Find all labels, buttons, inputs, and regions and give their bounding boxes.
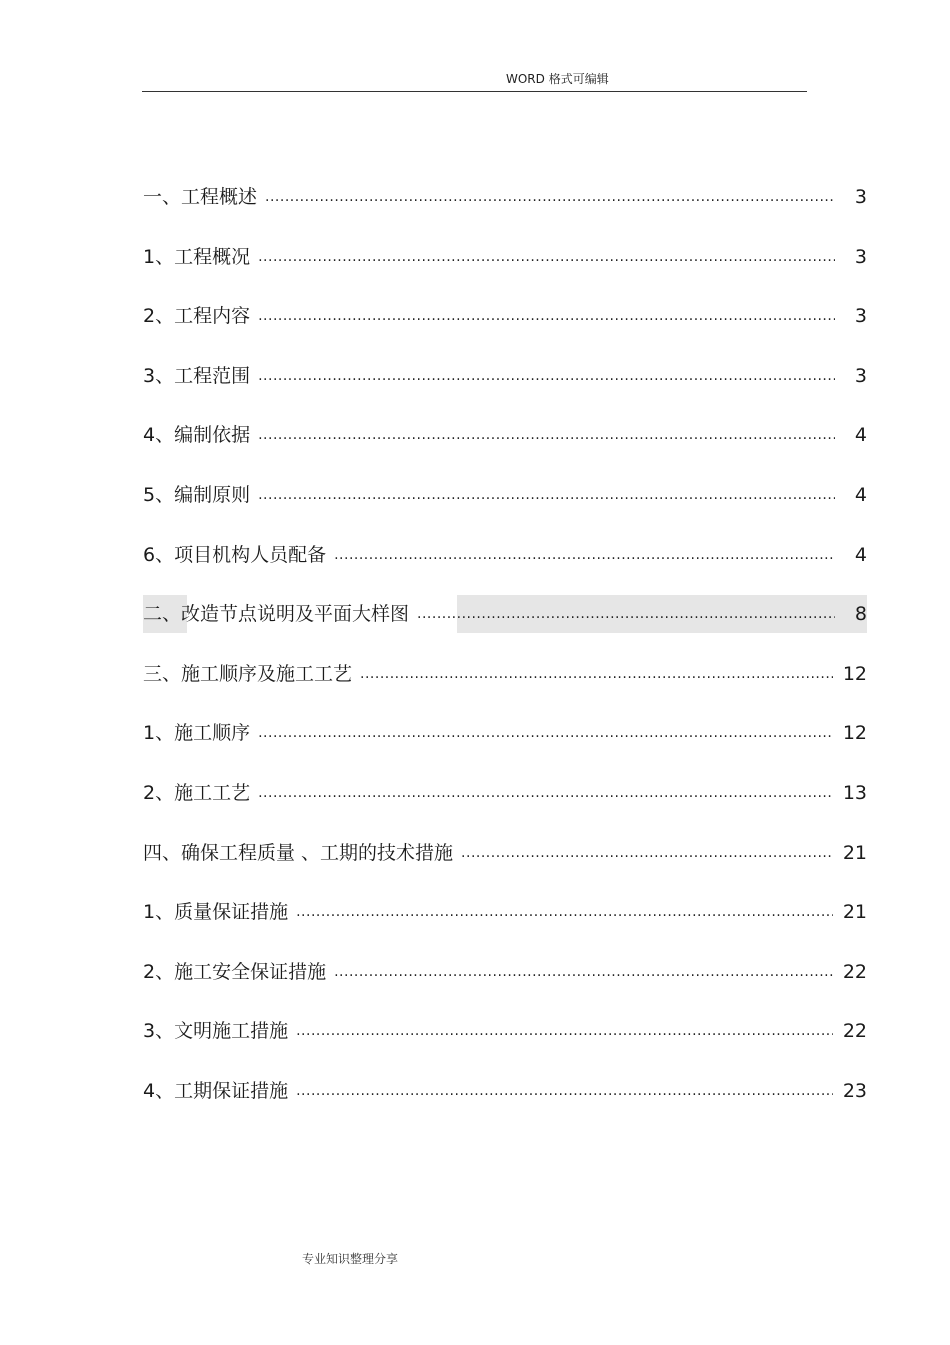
- toc-leader-dots: [296, 1072, 833, 1110]
- toc-leader-dots: [258, 416, 835, 454]
- toc-leader-dots: [258, 476, 835, 514]
- toc-leader-dots: [258, 714, 833, 752]
- toc-entry-label: 二、改造节点说明及平面大样图: [143, 603, 410, 626]
- toc-entry-label: 1、工程概况: [143, 245, 251, 268]
- toc-entry-label: 5、编制原则: [143, 483, 251, 506]
- toc-leader-dots: [360, 655, 833, 693]
- toc-entry-page: 23: [842, 1079, 867, 1102]
- toc-entry-page: 3: [854, 245, 867, 268]
- toc-entry[interactable]: [143, 178, 867, 216]
- toc-entry-label: 2、施工工艺: [143, 781, 251, 804]
- toc-leader-dots: [258, 238, 835, 276]
- toc-entry-page: 3: [854, 186, 867, 208]
- page-header: WORD 格式可编辑: [506, 72, 609, 86]
- toc-leader-dots: [417, 595, 835, 633]
- toc-entry-page: 4: [854, 424, 867, 447]
- toc-entry-label: 三、施工顺序及施工工艺: [143, 662, 353, 685]
- toc-entry-page: 8: [854, 603, 867, 626]
- page-footer: 专业知识整理分享: [302, 1252, 399, 1266]
- toc-entry-highlighted[interactable]: [143, 595, 867, 633]
- toc-entry-label: 2、施工安全保证措施: [143, 960, 327, 983]
- toc-entry-page: 22: [842, 960, 867, 983]
- toc-leader-dots: [296, 893, 833, 931]
- toc-entry-page: 4: [854, 483, 867, 506]
- toc-entry-page: 4: [854, 543, 867, 566]
- toc-entry[interactable]: [143, 416, 867, 454]
- toc-entry-page: 13: [842, 781, 867, 804]
- toc-entry-page: 21: [842, 901, 867, 924]
- toc-entry-label: 3、文明施工措施: [143, 1020, 289, 1043]
- table-of-contents: [143, 178, 867, 1132]
- toc-entry-label: 3、工程范围: [143, 364, 251, 387]
- toc-entry-label: 1、质量保证措施: [143, 901, 289, 924]
- toc-entry-page: 3: [854, 364, 867, 387]
- toc-leader-dots: [334, 953, 833, 991]
- toc-entry-page: 21: [842, 841, 867, 864]
- toc-entry[interactable]: [143, 297, 867, 335]
- toc-entry[interactable]: [143, 357, 867, 395]
- toc-leader-dots: [258, 297, 835, 335]
- toc-leader-dots: [334, 536, 835, 574]
- toc-entry[interactable]: [143, 536, 867, 574]
- toc-entry[interactable]: [143, 953, 867, 991]
- toc-leader-dots: [296, 1012, 833, 1050]
- toc-entry-page: 22: [842, 1020, 867, 1043]
- toc-leader-dots: [461, 834, 833, 872]
- toc-entry[interactable]: [143, 655, 867, 693]
- toc-leader-dots: [265, 178, 835, 216]
- toc-entry[interactable]: [143, 238, 867, 276]
- toc-entry[interactable]: [143, 1012, 867, 1050]
- toc-leader-dots: [258, 774, 833, 812]
- toc-entry-page: 12: [842, 722, 867, 745]
- toc-entry[interactable]: [143, 893, 867, 931]
- toc-leader-dots: [258, 357, 835, 395]
- toc-entry-page: 3: [854, 305, 867, 328]
- toc-entry[interactable]: [143, 834, 867, 872]
- toc-entry-label: 2、工程内容: [143, 305, 251, 328]
- toc-entry-label: 6、项目机构人员配备: [143, 543, 327, 566]
- toc-entry[interactable]: [143, 476, 867, 514]
- toc-entry-label: 4、工期保证措施: [143, 1079, 289, 1102]
- toc-entry[interactable]: [143, 714, 867, 752]
- toc-entry[interactable]: [143, 1072, 867, 1110]
- header-rule: [142, 91, 807, 92]
- toc-entry-page: 12: [842, 662, 867, 685]
- toc-entry-label: 四、确保工程质量 、工期的技术措施: [143, 841, 454, 864]
- toc-entry-label: 一、工程概述: [143, 186, 258, 208]
- toc-entry-label: 1、施工顺序: [143, 722, 251, 745]
- toc-entry-label: 4、编制依据: [143, 424, 251, 447]
- toc-entry[interactable]: [143, 774, 867, 812]
